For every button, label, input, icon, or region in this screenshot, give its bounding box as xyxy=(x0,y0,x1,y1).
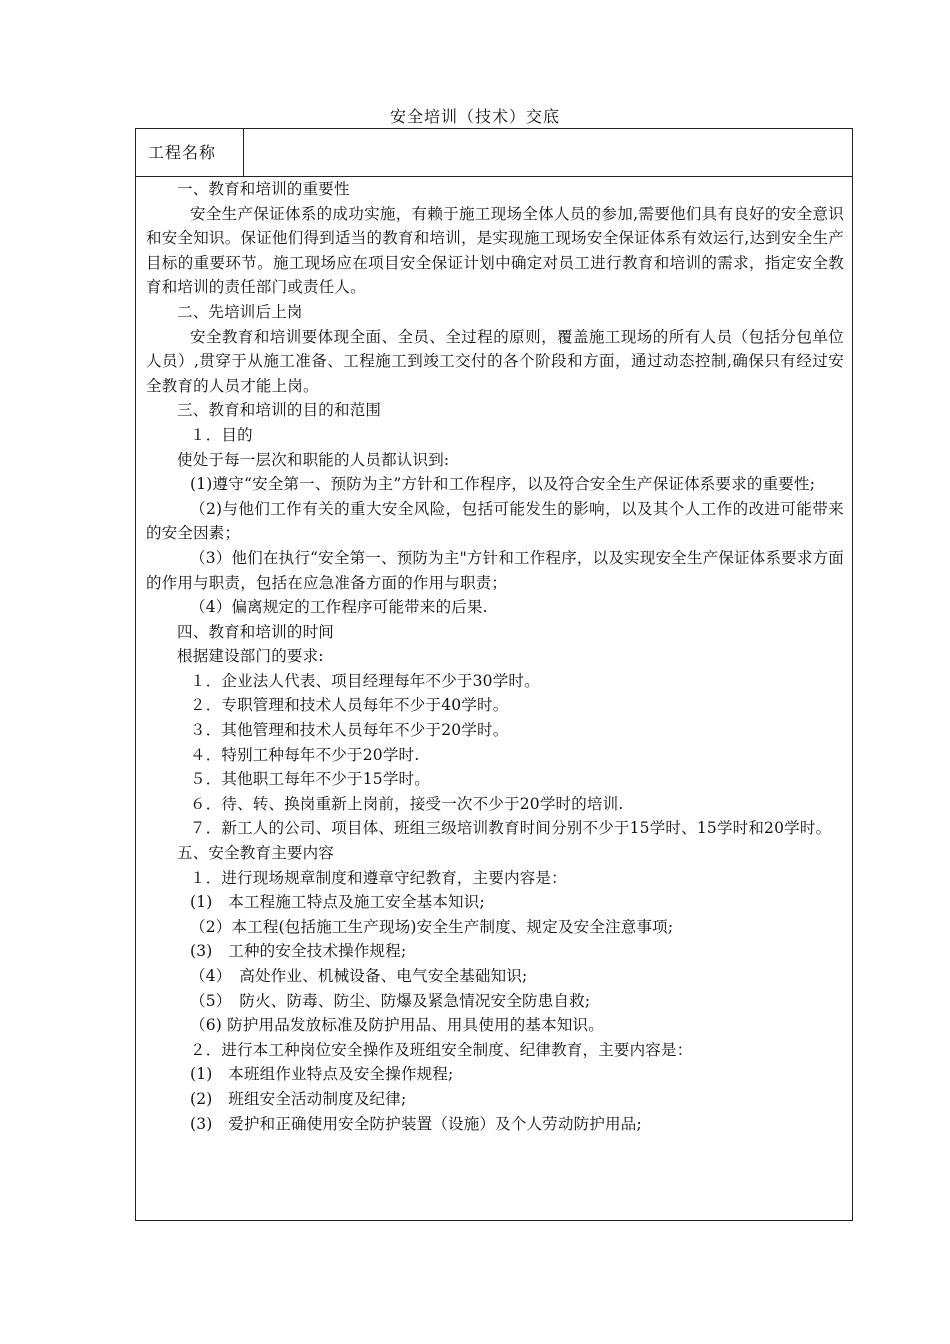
disclosure-table xyxy=(135,128,853,1221)
content-paragraph: （2）本工程(包括施工生产现场)安全生产制度、规定及安全注意事项; xyxy=(190,917,674,936)
project-name-row xyxy=(136,129,852,177)
content-paragraph: ７．新工人的公司、项目体、班组三级培训教育时间分别不少于15学时、15学时和20学时。 xyxy=(190,819,832,838)
content-paragraph: （4） 高处作业、机械设备、电气安全基础知识; xyxy=(190,967,528,985)
content-paragraph: 安全生产保证体系的成功实施，有赖于施工现场全体人员的参加,需要他们具有良好的安全意识和安全知识。保证他们得到适当的教育和培训，是实现施工现场安全保证体系有效运行,达到安全生产目标的重要环节。施工现场应在项目安全保证计划中确定对员工进行教育和培训的需求，指定安全教育和培训的责任部门或责任人。 xyxy=(146,204,844,297)
content-paragraph: （2)与他们工作有关的重大安全风险，包括可能发生的影响，以及其个人工作的改进可能带来的安全因素； xyxy=(146,499,844,543)
project-name-value xyxy=(244,129,852,176)
document-title: 安全培训（技术）交底 xyxy=(389,107,560,126)
content-paragraph: １．企业法人代表、项目经理每年不少于30学时。 xyxy=(190,671,540,690)
content-paragraph: ３．其他管理和技术人员每年不少于20学时。 xyxy=(190,721,509,740)
content-paragraph: 三、教育和培训的目的和范围 xyxy=(177,401,382,420)
content-paragraph: (2) 班组安全活动制度及纪律; xyxy=(190,1089,407,1108)
content-paragraph: （4）偏离规定的工作程序可能带来的后果. xyxy=(190,598,488,617)
content-paragraph: 二、先培训后上岗 xyxy=(177,302,303,321)
content-paragraph: 安全教育和培训要体现全面、全员、全过程的原则，覆盖施工现场的所有人员（包括分包单位人员）,贯穿于从施工准备、工程施工到竣工交付的各个阶段和方面，通过动态控制,确保只有经过安全教育的人员才能上岗。 xyxy=(146,327,844,395)
project-name-label: 工程名称 xyxy=(136,129,244,176)
content-paragraph: 一、教育和培训的重要性 xyxy=(177,180,350,198)
content-paragraph: １．目的 xyxy=(190,425,253,444)
content-paragraph: (1) 本工程施工特点及施工安全基本知识; xyxy=(190,893,485,912)
content-paragraph: 根据建设部门的要求: xyxy=(177,647,324,666)
content-paragraph: 五、安全教育主要内容 xyxy=(177,844,335,863)
content-paragraph: （3）他们在执行“安全第一、预防为主"方针和工作程序，以及实现安全生产保证体系要求方面的作用与职责，包括在应急准备方面的作用与职责； xyxy=(146,548,844,592)
content-paragraph: (3) 工种的安全技术操作规程; xyxy=(190,942,407,961)
content-paragraph: (1) 本班组作业特点及安全操作规程; xyxy=(190,1065,454,1084)
disclosure-content xyxy=(146,177,844,1136)
content-paragraph: ４．特别工种每年不少于20学时. xyxy=(190,745,420,764)
content-paragraph: ６．待、转、换岗重新上岗前，接受一次不少于20学时的培训. xyxy=(190,794,624,813)
content-paragraph: 使处于每一层次和职能的人员都认识到: xyxy=(177,450,450,469)
content-paragraph: ５．其他职工每年不少于15学时。 xyxy=(190,770,430,789)
content-paragraph: ２．专职管理和技术人员每年不少于40学时。 xyxy=(190,696,509,715)
content-paragraph: (3) 爱护和正确使用安全防护装置（设施）及个人劳动防护用品; xyxy=(190,1114,642,1133)
content-paragraph: （5） 防火、防毒、防尘、防爆及紧急情况安全防患自救; xyxy=(190,991,591,1010)
content-paragraph: (1)遵守“安全第一、预防为主”方针和工作程序，以及符合安全生产保证体系要求的重要性; xyxy=(190,475,816,494)
content-paragraph: ２．进行本工种岗位安全操作及班组安全制度、纪律教育，主要内容是： xyxy=(190,1040,693,1059)
content-paragraph: 四、教育和培训的时间 xyxy=(177,622,335,641)
content-paragraph: １．进行现场规章制度和遵章守纪教育，主要内容是： xyxy=(190,868,567,887)
content-paragraph: （6) 防护用品发放标准及防护用品、用具使用的基本知识。 xyxy=(190,1016,604,1035)
